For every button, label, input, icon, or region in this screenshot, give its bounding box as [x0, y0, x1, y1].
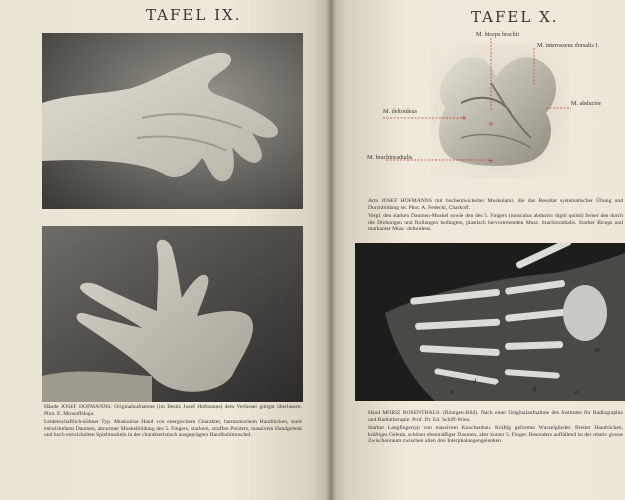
- label-biceps: M. biceps brachii: [476, 31, 520, 38]
- label-interosseus: M. interosseus dorsalis I.: [537, 42, 600, 49]
- xray-letter-a: a: [575, 389, 579, 396]
- xray-letter-d: d: [473, 378, 477, 385]
- svg-text:+: +: [461, 114, 467, 122]
- xray-letter-h: H: [595, 347, 600, 354]
- label-brachioradialis: M. brachioradialis: [367, 154, 413, 161]
- right-caption-arm: [368, 198, 623, 235]
- xray-letter-c: c: [496, 381, 499, 388]
- xray-letter-b: b: [533, 386, 537, 393]
- label-leader-lines: [331, 0, 625, 180]
- book-gutter: [326, 0, 336, 500]
- right-page: [331, 0, 625, 500]
- photo-hand-back: [42, 33, 303, 209]
- right-caption-4: Starker Langfingertyp von massivem Knochenbau. Kräftig geformte Wurzelglieder. Breiter Handrücken, kräftiges Gelenk, schöner ebenmäßiger Daumen, aber kurzer 5. Finger. Besonders auffallend ist der relativ grosse Zwischenraum zwischen allen drei Interphalangengelenken.: [368, 425, 623, 445]
- photo-hand-palm: [42, 226, 303, 402]
- svg-text:+: +: [488, 120, 494, 128]
- label-deltoideus: M. deltoideus: [383, 108, 418, 115]
- right-caption-xray: [368, 410, 623, 447]
- left-caption: [44, 404, 302, 441]
- left-caption-credit: Hände JOSEF HOFMANNS: Originalaufnahme (im Besitz Josef Hofmanns) dem Verfasser gütigst überlassen. Phot. E. Mrosoffskaja.: [44, 404, 302, 417]
- xray-letter-e: e: [451, 388, 454, 395]
- right-caption-3: Hand MORIZ ROSENTHALS: (Röntgen-Bild). Nach einer Originalaufnahme des Institutes für Radiographie und Radiotherapie: Prof. Dr. Ed. Schiff-Wien.: [368, 410, 623, 423]
- left-caption-text: Leidenschaftlich-kühner Typ. Muskulöse Hand von energischem Charakter, harmonischem Handrücken, stark entwickeltem Daumen, abnormer Muskelbildung des 5. Fingers, starkem, straffen Polsters, massivem Handgelenk und hoch entwickelten Spielmuskeln in der charakteristisch ausgeprägten Handhohlmuschel.: [44, 419, 302, 439]
- plate-title-x: TAFEL X.: [471, 8, 559, 26]
- plate-title-ix: TAFEL IX.: [146, 6, 242, 24]
- photo-xray-hand: [355, 243, 625, 401]
- svg-text:+: +: [488, 157, 494, 165]
- right-caption-2: Vergl. den starken Daumen-Muskel sowie den des 5. Fingers (musculus abductor digiti quinti) ferner den durch die Drehungen und Rollungen bedingten, plastisch hervortretenden Musc. brachioradialis. Starker Biceps und markanter Musc. deltoideus.: [368, 213, 623, 233]
- label-abductor: M. abductor: [571, 100, 602, 107]
- right-caption-1: Arm JOSEF HOFMANNS mit hochentwickelter Muskulatur, die das Resultat systematischer Übung und Durchbildung ist. Phot. A. Fedecki, Charkoff.: [368, 198, 623, 211]
